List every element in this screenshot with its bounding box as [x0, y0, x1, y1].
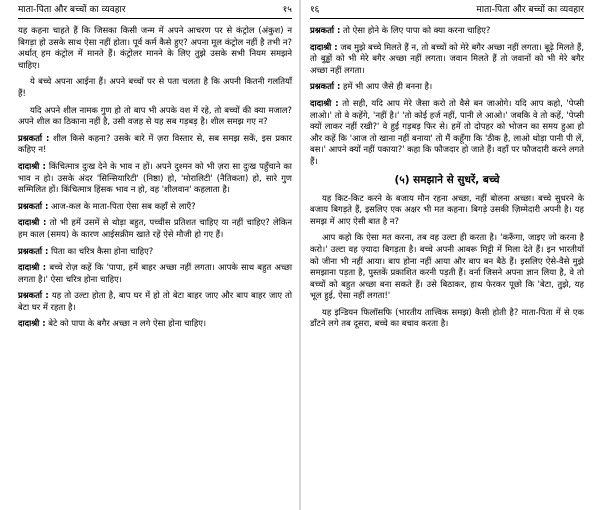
- speaker-label: दादाश्री :: [310, 41, 338, 52]
- paragraph-text: ये बच्चे अपना आईना हैं। अपने बच्चों पर से पता चलता है कि अपनी कितनी गलतियाँ हैं!: [18, 76, 292, 98]
- speaker-label: दादाश्री :: [18, 318, 46, 329]
- paragraph-text: यदि अपने शील नामक गुण हो तो बाप भी अपके वश में रहे, तो बच्चों की क्या मजाल? अपने शील का ठिकाना नहीं है, उसी वजह से यह सब गड़बड़ है। शील समझ गए न?: [18, 104, 292, 127]
- speaker-label: प्रश्नकर्ता :: [18, 245, 49, 256]
- paragraph: [310, 307, 584, 330]
- right-page: [300, 0, 600, 510]
- speaker-label: प्रश्नकर्ता :: [18, 200, 49, 211]
- left-page-header: [18, 4, 292, 19]
- paragraph-text: हमें भी आप जैसे ही बनना है।: [343, 81, 433, 92]
- speaker-label: दादाश्री :: [18, 262, 47, 273]
- paragraph: [310, 98, 584, 168]
- speaker-label: प्रश्नकर्ता :: [310, 25, 341, 35]
- paragraph: [310, 232, 584, 302]
- paragraph: [18, 201, 292, 213]
- left-header-title: माता-पिता और बच्चों का व्यवहार: [18, 5, 126, 15]
- paragraph-text: तो ऐसा होने के लिए पापा को क्या करना चाहिए?: [343, 25, 491, 35]
- right-page-number: १६: [310, 5, 320, 15]
- speaker-label: दादाश्री :: [18, 160, 46, 171]
- paragraph: [310, 193, 584, 228]
- paragraph: [18, 76, 292, 99]
- left-page-body: [18, 25, 292, 330]
- paragraph: [18, 25, 292, 71]
- paragraph: [18, 318, 292, 330]
- speaker-label: दादाश्री :: [18, 217, 47, 228]
- section-heading: (५) समझाने से सुधरें, बच्चे: [394, 173, 500, 186]
- paragraph-text: यह तो उल्टा होता है, बाप घर में हो तो बेटा बाहर जाए और बाप बाहर जाए तो बेटा घर में रहता है।: [18, 290, 292, 312]
- paragraph: [310, 25, 584, 37]
- speaker-label: प्रश्नकर्ता :: [310, 81, 341, 92]
- paragraph: [310, 81, 584, 93]
- paragraph-text: किंचित्मात्र दुःख देने के भाव न हों। अपने दुश्मन को भी ज़रा सा दुःख पहुँचाने का भाव न हो। उसके अंदर 'सिन्सियारिटी' (निष्ठा) हो, 'मोरालिटी' (नैतिकता) हो, सारे गुण सम्मिलित हों। किंचित्मात्र हिंसक भाव न हो, वह 'शीलवान' कहलाता है।: [18, 160, 292, 195]
- speaker-label: प्रश्नकर्ता :: [18, 290, 49, 301]
- paragraph-text: यह कहना चाहते हैं कि जिसका किसी जन्म में अपने आचरण पर से कंट्रोल (अंकुश) न बिगड़ा हो उसके साथ ऐसा नहीं होता। पूर्व कर्म कैसे हुए? अपना मूल कंट्रोल नहीं है तभी न? अर्थात् हम कंट्रोल में मानते हैं। कंट्रोलर मानने के लिए तुझे उसके सभी नियम समझने चाहिए।: [18, 25, 292, 70]
- paragraph-text: यह किट-किट करने के बजाय मौन रहना अच्छा, नहीं बोलना अच्छा। बच्चे सुधरने के बजाय बिगड़ते हैं, इसलिए एक अक्षर भी मत कहना। बिगड़े उसकी ज़िम्मेदारी अपनी है। यह समझ में आए ऐसी बात है न?: [310, 192, 584, 226]
- left-page-number: १५: [282, 5, 292, 15]
- paragraph: [18, 262, 292, 285]
- right-page-body-section: [310, 193, 584, 331]
- paragraph-text: आप कहो कि ऐसा मत करना, तब वह उल्टा ही करता है। 'करूँगा, जाइए जो करना है करो।' उल्टा वह ज़्यादा बिगड़ता है। बच्चे अपनी आबरू मिट्टी में मिला देते हैं। इन भारतीयों को जीना भी नहीं आया। बाप होना नहीं आया और बाप बन बैठे हैं। इसलिए ऐसे-वैसे मुझे समझाना पड़ता है, पुस्तकें प्रकाशित करनी पड़ती हैं। वर्ना जिसने अपना ज्ञान लिया है, वे तो बच्चों को बहुत अच्छा बना सकते हैं। उसे बिठाकर, हाथ फेरकर पूछो कि 'बेटा, तुझे, यह भूल हुई, ऐसा नहीं लगता!': [310, 232, 584, 301]
- speaker-label: दादाश्री :: [310, 97, 339, 108]
- paragraph: [18, 246, 292, 258]
- paragraph-text: आज-कल के माता-पिता ऐसा सब कहाँ से लाएँ?: [51, 200, 196, 211]
- right-page-body: [310, 25, 584, 168]
- right-page-header: [310, 4, 584, 19]
- paragraph-text: शील किसे कहना? उसके बारे में ज़रा विस्तार से, सब समझ सकें, इस प्रकार कहिए न!: [18, 132, 292, 155]
- speaker-label: प्रश्नकर्ता :: [18, 132, 50, 143]
- paragraph: [18, 217, 292, 240]
- paragraph-text: बच्चे रोज़ कहें कि 'पापा, हमें बाहर अच्छा नहीं लगता। आपके साथ बहुत अच्छा लगता है।' ऐसा चरित्र होना चाहिए।: [18, 262, 293, 284]
- paragraph-text: यह इन्डियन फिलॉसफि (भारतीय तात्त्विक समझ) कैसी होती है? माता-पिता में से एक डाँटने लगे तब दूसरा, बच्चे का बचाव करता है।: [310, 306, 584, 329]
- paragraph-text: तो सही, यदि आप मेरे जैसा करो तो वैसे बन जाओगे। यदि आप कहो, 'पेप्सी लाओ।' तो वे कहेंगे, 'नहीं है।' 'तो कोई हर्ज नहीं, पानी ले आओ।' जबकि वे तो कहें, 'पेप्सी क्यों लाकर नहीं रखी?' वे हुई गड़बड़ फिर से। हमें तो दोपहर को भोजन का समय हुआ हो और कहें कि 'आज तो खाना नहीं बनाया' तो मैं कहूँगा कि 'ठीक है, लाओ थोड़ा पानी पी लें, बस।' आपने क्यों नहीं पकाया?' कहा कि फौजदार हो जाते हैं। वहाँ पर फौजदारी करने लगते हैं।: [310, 97, 585, 166]
- right-header-title: माता-पिता और बच्चों का व्यवहार: [476, 5, 584, 15]
- paragraph-text: तो भी हमें उसमें से थोड़ा बहुत, पच्चीस प्रतिशत चाहिए या नहीं चाहिए? लेकिन हम काल (समय) के कारण आईसक्रीम खाते रहें ऐसे मौजी हो गए हैं।: [18, 217, 292, 239]
- paragraph: [18, 105, 292, 128]
- paragraph-text: जब मुझे बच्चे मिलते हैं न, तो बच्चों को मेरे बगैर अच्छा नहीं लगता। बूढ़े मिलते हैं, तो बुड्ढों को भी मेरे बगैर अच्छा नहीं लगता। जवान मिलते हैं तो जवानों को भी मेरे बगैर अच्छा नहीं लगता।: [310, 41, 584, 75]
- paragraph: [18, 290, 292, 313]
- paragraph: [18, 161, 292, 196]
- paragraph: [18, 133, 292, 156]
- paragraph-text: पिता का चरित्र कैसा होना चाहिए?: [51, 245, 154, 256]
- paragraph-text: बेटे को पापा के बगैर अच्छा न लगे ऐसा होना चाहिए।: [48, 318, 207, 329]
- paragraph: [310, 42, 584, 77]
